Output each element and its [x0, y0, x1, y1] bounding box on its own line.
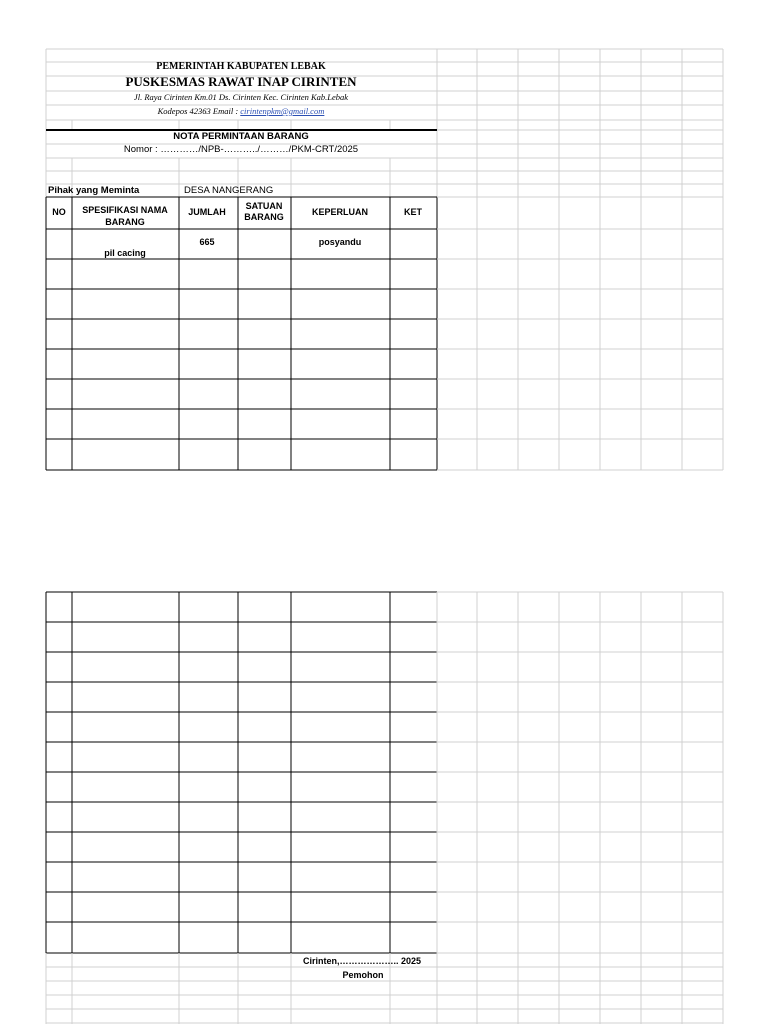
letterhead-address: Jl. Raya Cirinten Km.01 Ds. Cirinten Kec. Cirinten Kab.Lebak	[133, 92, 349, 102]
letterhead-postal	[158, 107, 325, 116]
col-header-spec-2: BARANG	[105, 217, 145, 227]
col-header-keperluan: KEPERLUAN	[311, 207, 369, 217]
postal-code-label: Kodepos 42363 Email :	[157, 106, 241, 116]
cell-jumlah[interactable]: 665	[199, 237, 215, 247]
document-number: Nomor : …………/NPB-………../………/PKM-CRT/2025	[123, 144, 359, 155]
col-header-spec-1: SPESIFIKASI NAMA	[82, 205, 168, 215]
cell-keperluan[interactable]: posyandu	[318, 237, 362, 247]
signature-role: Pemohon	[342, 970, 384, 980]
col-header-no: NO	[52, 207, 66, 217]
col-header-satuan-1: SATUAN	[245, 201, 283, 211]
letterhead-institution: PUSKESMAS RAWAT INAP CIRINTEN	[125, 74, 357, 89]
cell-spesifikasi[interactable]: pil cacing	[104, 248, 146, 258]
letterhead-government: PEMERINTAH KABUPATEN LEBAK	[156, 61, 326, 72]
col-header-satuan-2: BARANG	[244, 212, 284, 222]
col-header-ket: KET	[404, 207, 422, 217]
document-title: NOTA PERMINTAAN BARANG	[173, 131, 309, 142]
requester-label: Pihak yang Meminta	[48, 185, 140, 196]
requester-value: DESA NANGERANG	[184, 185, 274, 196]
email-link[interactable]: cirintenpkm@gmail.com	[240, 106, 325, 116]
signature-date: Cirinten,……………….. 2025	[303, 956, 422, 966]
col-header-jumlah: JUMLAH	[188, 207, 226, 217]
